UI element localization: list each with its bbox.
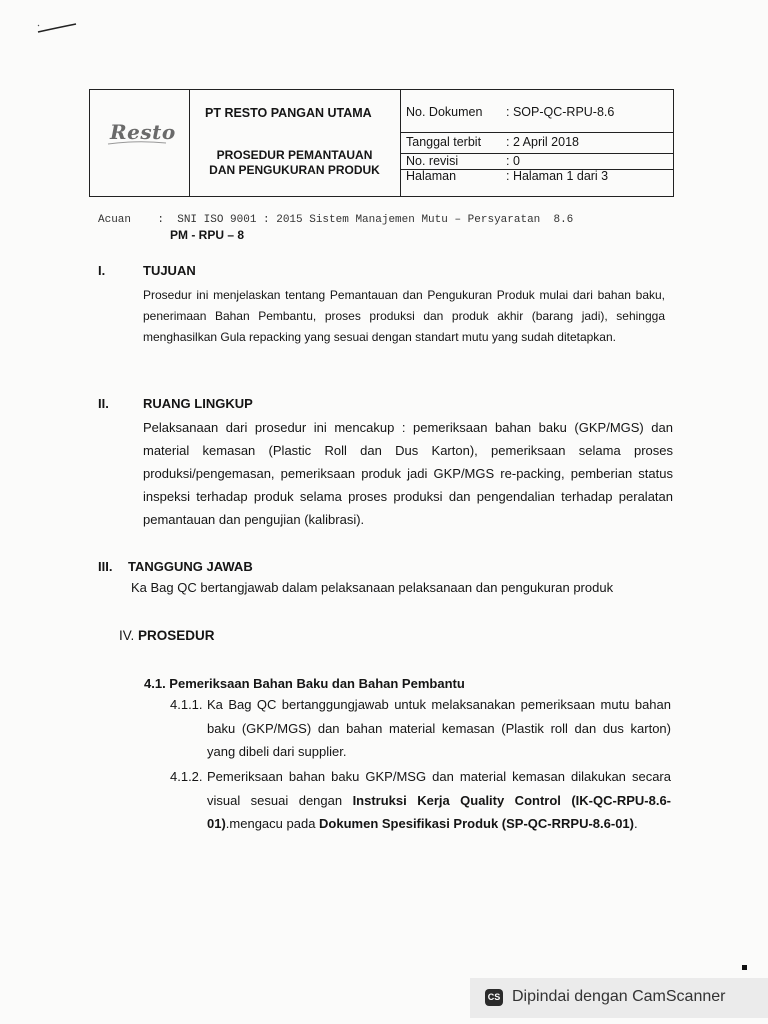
camscanner-icon: CS [485,989,503,1006]
meta-row-issue-date [400,132,673,154]
company-name: PT RESTO PANGAN UTAMA [205,106,372,120]
section-title-tujuan: TUJUAN [143,263,196,278]
section-heading-prosedur [119,628,215,643]
section-body-tujuan: Prosedur ini menjelaskan tentang Pemantauan dan Pengukuran Produk mulai dari bahan baku, penerimaan Bahan Pembantu, proses produksi dan produk akhir (barang jadi), sehingga menghasilkan Gula repacking yang sesuai dengan standart mutu yang sudah ditetapkan. [143,288,665,344]
item-text [207,765,671,836]
work-instruction-reference: Instruksi Kerja Quality Control (IK-QC-RPU-8.6-01) [207,792,672,831]
section-number: II. [98,396,109,411]
meta-key: No. revisi [406,154,459,168]
meta-value: : Halaman 1 dari 3 [506,169,609,183]
item-text-part: . [634,816,638,831]
section-number: IV. [119,628,135,643]
item-text: Ka Bag QC bertanggungjawab untuk melaksanakan pemeriksaan mutu bahan baku (GKP/MGS) dan bahan material kemasan (Plastik roll dan dus karton) yang dibeli dari supplier. [207,697,671,759]
subsection-heading: 4.1. Pemeriksaan Bahan Baku dan Bahan Pembantu [144,676,465,691]
meta-key: Tanggal terbit [406,135,482,149]
reference-continuation: PM - RPU – 8 [170,228,245,242]
scan-speck [742,965,747,970]
logo-cell [90,90,190,196]
item-number: 4.1.1. [170,697,203,712]
company-logo: Resto [110,120,176,144]
meta-value: : 2 April 2018 [506,135,579,149]
section-body-tanggung-jawab: Ka Bag QC bertangjawab dalam pelaksanaan pelaksanaan dan pengukuran produk [131,580,614,595]
reference-line: Acuan : SNI ISO 9001 : 2015 Sistem Manajemen Mutu – Persyaratan 8.6 [98,214,574,226]
meta-row-revision [400,153,673,170]
document-title-line-1: PROSEDUR PEMANTAUAN [216,148,373,162]
meta-row-page [400,169,673,196]
document-meta [400,90,673,196]
camscanner-watermark [470,978,768,1018]
document-header-table [89,89,674,197]
item-number: 4.1.2. [170,769,203,784]
company-cell [189,90,401,196]
section-title-prosedur: PROSEDUR [138,628,215,643]
section-title-tanggung-jawab: TANGGUNG JAWAB [128,559,253,574]
document-title [189,148,400,178]
pen-mark [36,22,78,36]
meta-value: : SOP-QC-RPU-8.6 [506,105,615,119]
meta-row-document-number [400,90,673,133]
document-title-line-2: DAN PENGUKURAN PRODUK [209,163,380,177]
meta-key: Halaman [406,169,457,183]
meta-value: : 0 [506,154,520,168]
meta-key: No. Dokumen [406,105,483,119]
section-number: I. [98,263,106,278]
section-number: III. [98,559,113,574]
specification-document-reference: Dokumen Spesifikasi Produk (SP-QC-RRPU-8.6-01) [319,816,634,831]
camscanner-text: Dipindai dengan CamScanner [512,988,726,1005]
section-title-ruang-lingkup: RUANG LINGKUP [143,396,253,411]
item-text-part: Pemeriksaan bahan baku GKP/MSG dan material kemasan dilakukan secara visual sesuai dengan [207,769,671,808]
item-text-part: .mengacu pada [225,816,320,831]
logo-swash-icon [104,138,170,148]
section-body-ruang-lingkup: Pelaksanaan dari prosedur ini mencakup : pemeriksaan bahan baku (GKP/MGS) dan material kemasan (Plastic Roll dan Dus Karton), pemeriksaan selama proses produksi/pengemasan, pemeriksaan produk jadi GKP/MGS re-packing, pemberian status inspeksi terhadap produk selama proses produksi dan pengendalian terhadap peralatan pemantauan dan pengujian (kalibrasi). [143,420,673,527]
